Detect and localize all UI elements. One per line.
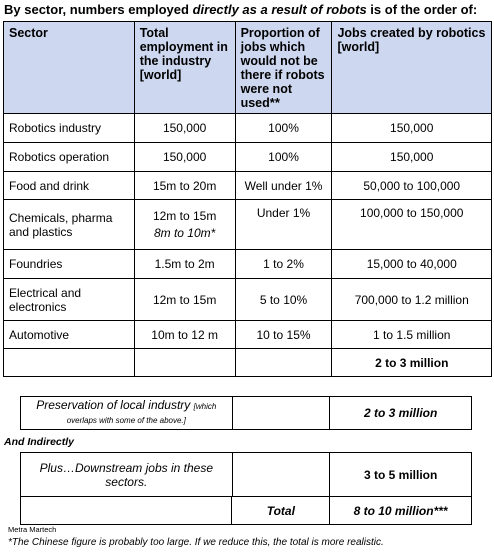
subtotal-value: 2 to 3 million [332,349,492,377]
total-cell: 10m to 12 m [134,321,235,349]
table-row [4,321,492,349]
plus-value: 3 to 5 million [330,453,472,497]
total-cell: 15m to 20m [134,172,235,200]
proportion-cell: 10 to 15% [235,321,332,349]
source-credit: Metra Martech [8,525,57,534]
header-sector: Sector [4,22,135,114]
header-row [4,22,492,114]
total-label: Total [232,497,330,525]
total-cell: 12m to 15m [134,279,235,321]
total-cell: 1.5m to 2m [134,250,235,279]
sector-cell: Robotics industry [4,114,135,143]
sector-cell: Foundries [4,250,135,279]
total-table [20,496,472,525]
total-cell: 12m to 15m 8m to 10m* [134,200,235,250]
table-row [4,279,492,321]
table-row [4,114,492,143]
preservation-value: 2 to 3 million [330,397,472,430]
page-title: By sector, numbers employed directly as a result of robots is of the order of: [4,2,478,17]
table-row [4,250,492,279]
total-value: 8 to 10 million*** [330,497,472,525]
proportion-cell: Under 1% [235,200,332,250]
created-cell: 150,000 [332,143,492,172]
total-cell: 150,000 [134,114,235,143]
preservation-table [20,396,472,430]
total-cell: 150,000 [134,143,235,172]
created-cell: 700,000 to 1.2 million [332,279,492,321]
created-cell: 150,000 [332,114,492,143]
created-cell: 1 to 1.5 million [332,321,492,349]
created-cell: 50,000 to 100,000 [332,172,492,200]
subtotal-row [4,349,492,377]
footnote: *The Chinese figure is probably too large. If we reduce this, the total is more realistic. [8,537,384,548]
proportion-cell: 1 to 2% [235,250,332,279]
preservation-label: Preservation of local industry [which overlaps with some of the above.] [21,397,233,430]
preservation-note: [which overlaps with some of the above.] [66,402,217,425]
created-cell: 100,000 to 150,000 [332,200,492,250]
header-total: Total employment in the industry [world] [134,22,235,114]
sector-cell: Chemicals, pharma and plastics [4,200,135,250]
table-row [4,172,492,200]
indirect-label: And Indirectly [4,436,75,448]
sector-table [3,21,492,377]
proportion-cell: 100% [235,143,332,172]
sector-cell: Automotive [4,321,135,349]
sector-cell: Electrical and electronics [4,279,135,321]
plus-label: Plus…Downstream jobs in these sectors. [21,453,233,497]
header-created: Jobs created by robotics [world] [332,22,492,114]
proportion-cell: 100% [235,114,332,143]
total-alt: 8m to 10m* [153,226,216,240]
table-row [4,200,492,250]
table-row [4,143,492,172]
proportion-cell: 5 to 10% [235,279,332,321]
proportion-cell: Well under 1% [235,172,332,200]
sector-cell: Robotics operation [4,143,135,172]
indirect-table [20,452,472,497]
created-cell: 15,000 to 40,000 [332,250,492,279]
header-proportion: Proportion of jobs which would not be there if robots were not used** [235,22,332,114]
sector-cell: Food and drink [4,172,135,200]
